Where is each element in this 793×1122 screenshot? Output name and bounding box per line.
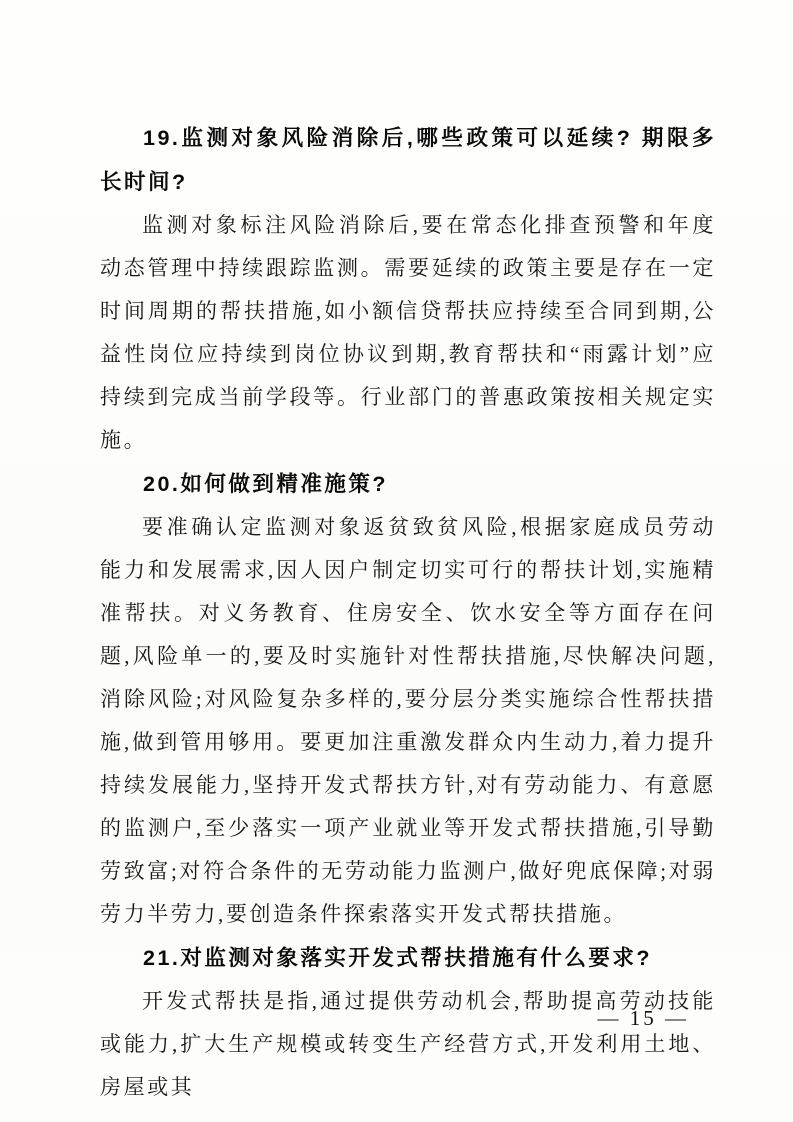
question-19-heading: 19.监测对象风险消除后,哪些政策可以延续? 期限多长时间?: [100, 126, 716, 194]
question-20-heading: 20.如何做到精准施策?: [143, 472, 389, 496]
answer-19-paragraph: 监测对象标注风险消除后,要在常态化排查预警和年度动态管理中持续跟踪监测。需要延续的政策主要是存在一定时间周期的帮扶措施,如小额信贷帮扶应持续至合同到期,公益性岗位应持续到岗位协议到期,教育帮扶和“雨露计划”应持续到完成当前学段等。行业部门的普惠政策按相关规定实施。: [100, 213, 716, 452]
page-number: — 15 —: [597, 1006, 689, 1030]
answer-21-paragraph: 开发式帮扶是指,通过提供劳动机会,帮助提高劳动技能或能力,扩大生产规模或转变生产经营方式,开发利用土地、房屋或其: [100, 989, 716, 1099]
answer-20-paragraph: 要准确认定监测对象返贫致贫风险,根据家庭成员劳动能力和发展需求,因人因户制定切实可行的帮扶计划,实施精准帮扶。对义务教育、住房安全、饮水安全等方面存在问题,风险单一的,要及时实施针对性帮扶措施,尽快解决问题,消除风险;对风险复杂多样的,要分层分类实施综合性帮扶措施,做到管用够用。要更加注重激发群众内生动力,着力提升持续发展能力,坚持开发式帮扶方针,对有劳动能力、有意愿的监测户,至少落实一项产业就业等开发式帮扶措施,引导勤劳致富;对符合条件的无劳动能力监测户,做好兜底保障;对弱劳力半劳力,要创造条件探索落实开发式帮扶措施。: [100, 515, 716, 926]
qa-section-19: [100, 116, 716, 462]
scanned-document-page: [100, 116, 716, 1109]
question-21-heading: 21.对监测对象落实开发式帮扶措施有什么要求?: [143, 946, 653, 970]
qa-section-20: [100, 462, 716, 936]
